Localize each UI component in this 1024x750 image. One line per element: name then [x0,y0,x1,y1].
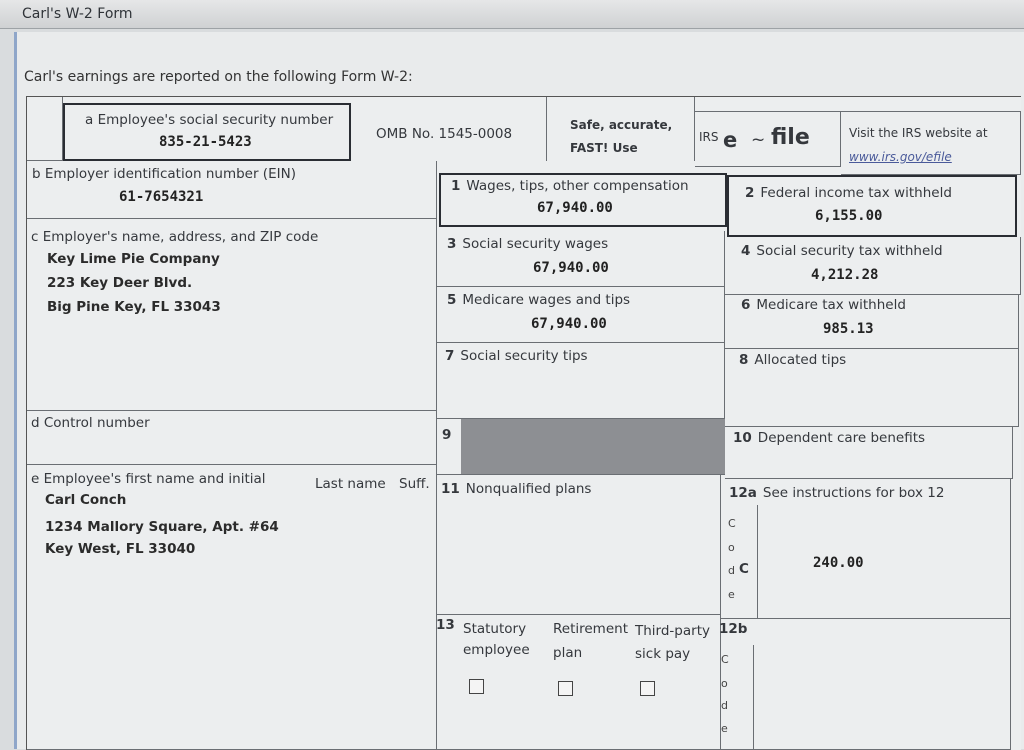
efile-e: e [723,128,738,152]
box10-label: 10 Dependent care benefits [733,430,926,446]
statutory-label-1: Statutory [463,621,527,637]
box12b-label: 12b [719,621,748,637]
last-name-label: Last name [315,476,386,492]
ein-value: 61-7654321 [119,189,204,205]
box-e-employee [27,465,437,750]
box-13 [433,615,721,750]
box12a-divider [757,505,758,619]
box7-label: 7 Social security tips [445,348,588,364]
code-letter-c: C [728,517,736,530]
code-letter-e: e [728,588,735,601]
box-9 [437,419,725,475]
statutory-employee-checkbox[interactable] [469,679,484,694]
box-a-ssn [63,103,351,161]
intro-text: Carl's earnings are reported on the following Form W-2: [24,69,413,85]
employer-city: Big Pine Key, FL 33043 [47,299,221,315]
box-10-dependent-care [725,427,1013,479]
employer-street: 223 Key Deer Blvd. [47,275,193,291]
code-letter-e: e [721,722,728,735]
omb-number: OMB No. 1545-0008 [376,126,513,142]
box11-label: 11 Nonqualified plans [441,481,592,497]
box-2-fed-tax [727,175,1017,237]
window-titlebar [0,0,1024,29]
box5-label: 5 Medicare wages and tips [447,292,631,308]
box-6-medicare-tax [725,295,1019,349]
code-letter-c: C [721,653,729,666]
box12a-label: 12a See instructions for box 12 [729,485,945,501]
box-1-wages [439,173,727,227]
window-title: Carl's W-2 Form [22,6,133,22]
irs-website-cell [841,111,1021,175]
box8-label: 8 Allocated tips [739,352,847,368]
code-letter-o: o [721,677,728,690]
box9-label: 9 [442,427,452,443]
code-letter-d: d [721,699,728,712]
box-3-ss-wages [437,231,725,287]
box1-label: 1 Wages, tips, other compensation [451,178,689,194]
efile-logo [695,111,841,167]
employee-name: Carl Conch [45,492,127,508]
efile-tilde: ~ [751,130,766,150]
box-7-ss-tips [437,343,725,419]
irs-efile-link[interactable]: www.irs.gov/efile [849,150,952,164]
box-8-allocated-tips [725,349,1019,427]
box12b-divider [753,645,754,750]
box6-label: 6 Medicare tax withheld [741,297,906,313]
visit-line1: Visit the IRS website at [849,126,988,140]
box2-value: 6,155.00 [815,208,883,224]
retirement-label-2: plan [553,645,583,661]
w2-form [26,96,1021,750]
box3-value: 67,940.00 [533,260,609,276]
header-blank-cell [27,97,63,161]
retirement-label-1: Retirement [553,621,628,637]
employee-street: 1234 Mallory Square, Apt. #64 [45,519,279,535]
efile-word: file [771,125,810,150]
box-12a [721,479,1011,619]
thirdparty-label-1: Third-party [635,623,710,639]
suffix-label: Suff. [399,476,430,492]
box-4-ss-tax [725,237,1021,295]
box2-label: 2 Federal income tax withheld [745,185,952,201]
box-d-control [27,411,437,465]
employee-name-label: e Employee's first name and initial [31,471,266,487]
statutory-label-2: employee [463,642,530,658]
ssn-label: a Employee's social security number [85,112,334,128]
box-11-nonqualified [437,475,721,615]
box1-value: 67,940.00 [537,200,613,216]
thirdparty-label-2: sick pay [635,646,691,662]
third-party-sick-pay-checkbox[interactable] [640,681,655,696]
box9-shaded [461,419,725,474]
employer-name: Key Lime Pie Company [47,251,220,267]
employee-city: Key West, FL 33040 [45,541,196,557]
omb-cell [351,97,547,161]
box3-label: 3 Social security wages [447,236,609,252]
box12a-value: 240.00 [813,555,864,571]
box-b-ein [27,161,437,219]
box6-value: 985.13 [823,321,874,337]
retirement-plan-checkbox[interactable] [558,681,573,696]
code-letter-o: o [728,541,735,554]
safe-line1: Safe, accurate, [570,118,673,132]
control-number-label: d Control number [31,415,150,431]
box5-value: 67,940.00 [531,316,607,332]
employer-name-label: c Employer's name, address, and ZIP code [31,229,319,245]
code-letter-d: d [728,564,735,577]
safe-line2: FAST! Use [570,141,638,155]
box-5-medicare-wages [437,287,725,343]
box-12b [717,619,1011,750]
ein-label: b Employer identification number (EIN) [32,166,296,182]
box4-label: 4 Social security tax withheld [741,243,943,259]
box-c-employer [27,219,437,411]
box4-value: 4,212.28 [811,267,879,283]
irs-text: IRS [699,130,719,144]
box12a-code: C [739,561,749,577]
ssn-value: 835-21-5423 [159,134,252,150]
safe-accurate-cell [547,97,695,161]
box13-num: 13 [436,617,455,633]
